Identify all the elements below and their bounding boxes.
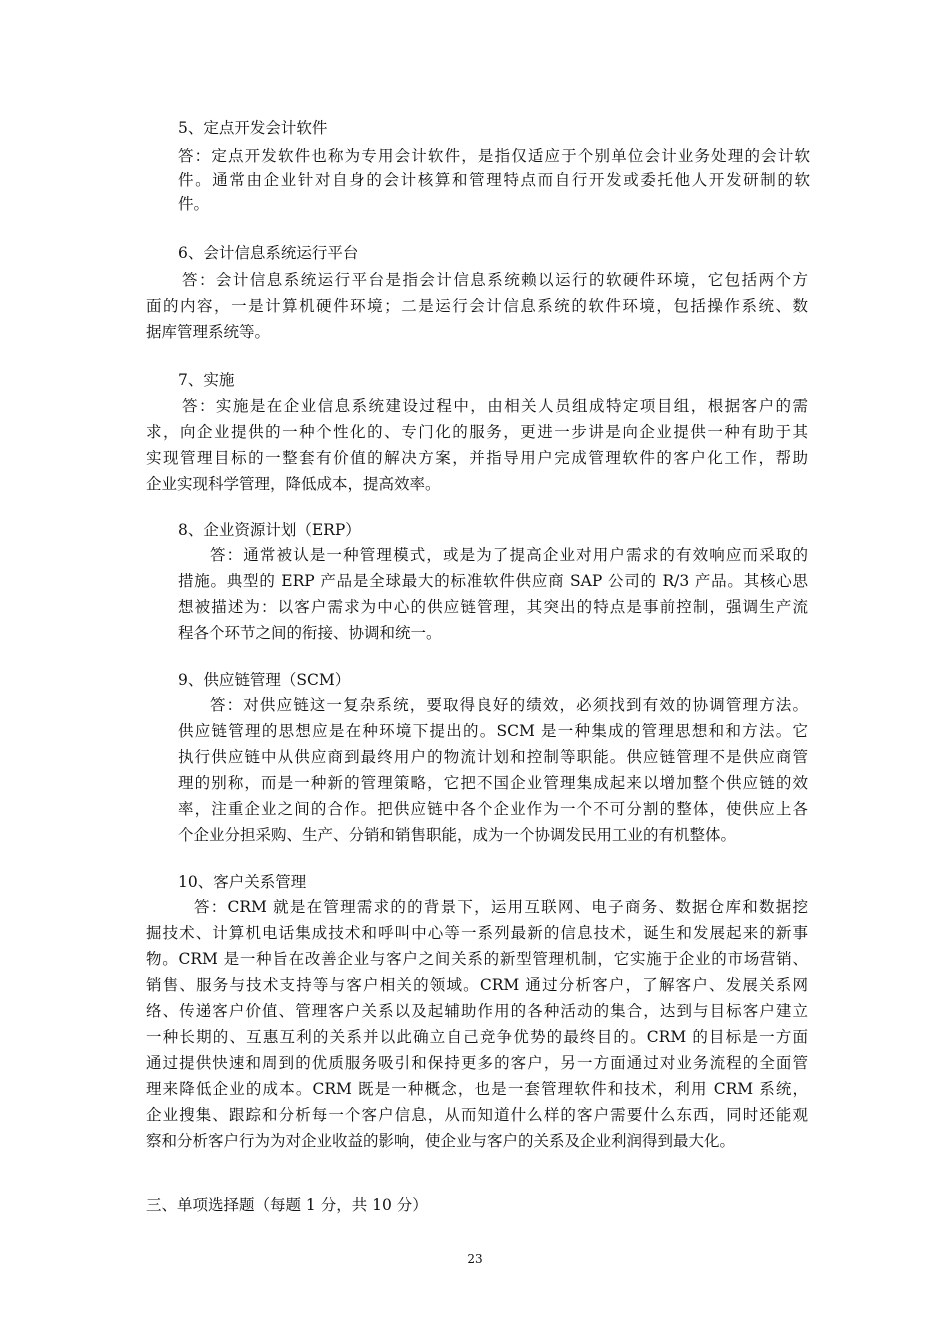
- item-10-line-7: 通过提供快速和周到的优质服务吸引和保持更多的客户，另一方面通过对业务流程的全面管: [146, 1054, 808, 1072]
- item-5-line-3: 件。: [178, 195, 210, 213]
- item-7-line-3: 实现管理目标的一整套有价值的解决方案，并指导用户完成管理软件的客户化工作，帮助: [146, 449, 808, 467]
- item-8-line-4: 程各个环节之间的衔接、协调和统一。: [178, 624, 442, 642]
- item-10-title: 10、客户关系管理: [178, 873, 307, 891]
- item-5-title: 5、定点开发会计软件: [178, 119, 328, 137]
- item-7-line-4: 企业实现科学管理，降低成本，提高效率。: [146, 475, 441, 493]
- page-number: 23: [467, 1252, 483, 1266]
- item-7-line-1: 答：实施是在企业信息系统建设过程中，由相关人员组成特定项目组，根据客户的需: [182, 397, 808, 415]
- item-8-line-1: 答：通常被认是一种管理模式，或是为了提高企业对用户需求的有效响应而采取的: [210, 546, 808, 564]
- item-8-title: 8、企业资源计划（ERP）: [178, 521, 361, 539]
- item-10-line-8: 理来降低企业的成本。CRM 既是一种概念，也是一套管理软件和技术，利用 CRM 系统，: [146, 1080, 808, 1098]
- item-9-title: 9、供应链管理（SCM）: [178, 671, 351, 689]
- item-9-line-5: 率，注重企业之间的合作。把供应链中各个企业作为一个不可分割的整体，使供应上各: [178, 800, 808, 818]
- item-6-title: 6、会计信息系统运行平台: [178, 244, 359, 262]
- item-10-line-9: 企业搜集、跟踪和分析每一个客户信息，从而知道什么样的客户需要什么东西，同时还能观: [146, 1106, 808, 1124]
- item-7-title: 7、实施: [178, 371, 235, 389]
- item-8-line-3: 想被描述为：以客户需求为中心的供应链管理，其突出的特点是事前控制，强调生产流: [178, 598, 808, 616]
- item-10-line-2: 掘技术、计算机电话集成技术和呼叫中心等一系列最新的信息技术，诞生和发展起来的新事: [146, 924, 808, 942]
- section-heading: 三、单项选择题（每题 1 分，共 10 分）: [146, 1196, 428, 1214]
- item-9-line-6: 个企业分担采购、生产、分销和销售职能，成为一个协调发民用工业的有机整体。: [178, 826, 737, 844]
- item-10-line-4: 销售、服务与技术支持等与客户相关的领域。CRM 通过分析客户，了解客户、发展关系网: [146, 976, 808, 994]
- item-5-line-2: 件。通常由企业针对自身的会计核算和管理特点而自行开发或委托他人开发研制的软: [178, 171, 810, 189]
- item-7-line-2: 求，向企业提供的一种个性化的、专门化的服务，更进一步讲是向企业提供一种有助于其: [146, 423, 808, 441]
- item-9-line-2: 供应链管理的思想应是在种环境下提出的。SCM 是一种集成的管理思想和和方法。它: [178, 722, 808, 740]
- item-8-line-2: 措施。典型的 ERP 产品是全球最大的标准软件供应商 SAP 公司的 R/3 产品。其核心思: [178, 572, 808, 590]
- item-10-line-10: 察和分析客户行为为对企业收益的影响，使企业与客户的关系及企业利润得到最大化。: [146, 1132, 736, 1150]
- item-10-line-6: 一种长期的、互惠互利的关系并以此确立自己竞争优势的最终目的。CRM 的目标是一方面: [146, 1028, 808, 1046]
- item-6-line-1: 答：会计信息系统运行平台是指会计信息系统赖以运行的软硬件环境，它包括两个方: [182, 271, 808, 289]
- item-9-line-1: 答：对供应链这一复杂系统，要取得良好的绩效，必须找到有效的协调管理方法。: [210, 696, 808, 714]
- item-10-line-3: 物。CRM 是一种旨在改善企业与客户之间关系的新型管理机制，它实施于企业的市场营销、: [146, 950, 808, 968]
- item-6-line-3: 据库管理系统等。: [146, 323, 271, 341]
- item-6-line-2: 面的内容，一是计算机硬件环境；二是运行会计信息系统的软件环境，包括操作系统、数: [146, 297, 808, 315]
- item-9-line-4: 理的别称，而是一种新的管理策略，它把不国企业管理集成起来以增加整个供应链的效: [178, 774, 808, 792]
- item-9-line-3: 执行供应链中从供应商到最终用户的物流计划和控制等职能。供应链管理不是供应商管: [178, 748, 808, 766]
- item-10-line-1: 答：CRM 就是在管理需求的的背景下，运用互联网、电子商务、数据仓库和数据挖: [194, 898, 808, 916]
- item-10-line-5: 络、传递客户价值、管理客户关系以及起辅助作用的各种活动的集合，达到与目标客户建立: [146, 1002, 808, 1020]
- item-5-line-1: 答：定点开发软件也称为专用会计软件，是指仅适应于个别单位会计业务处理的会计软: [178, 147, 810, 165]
